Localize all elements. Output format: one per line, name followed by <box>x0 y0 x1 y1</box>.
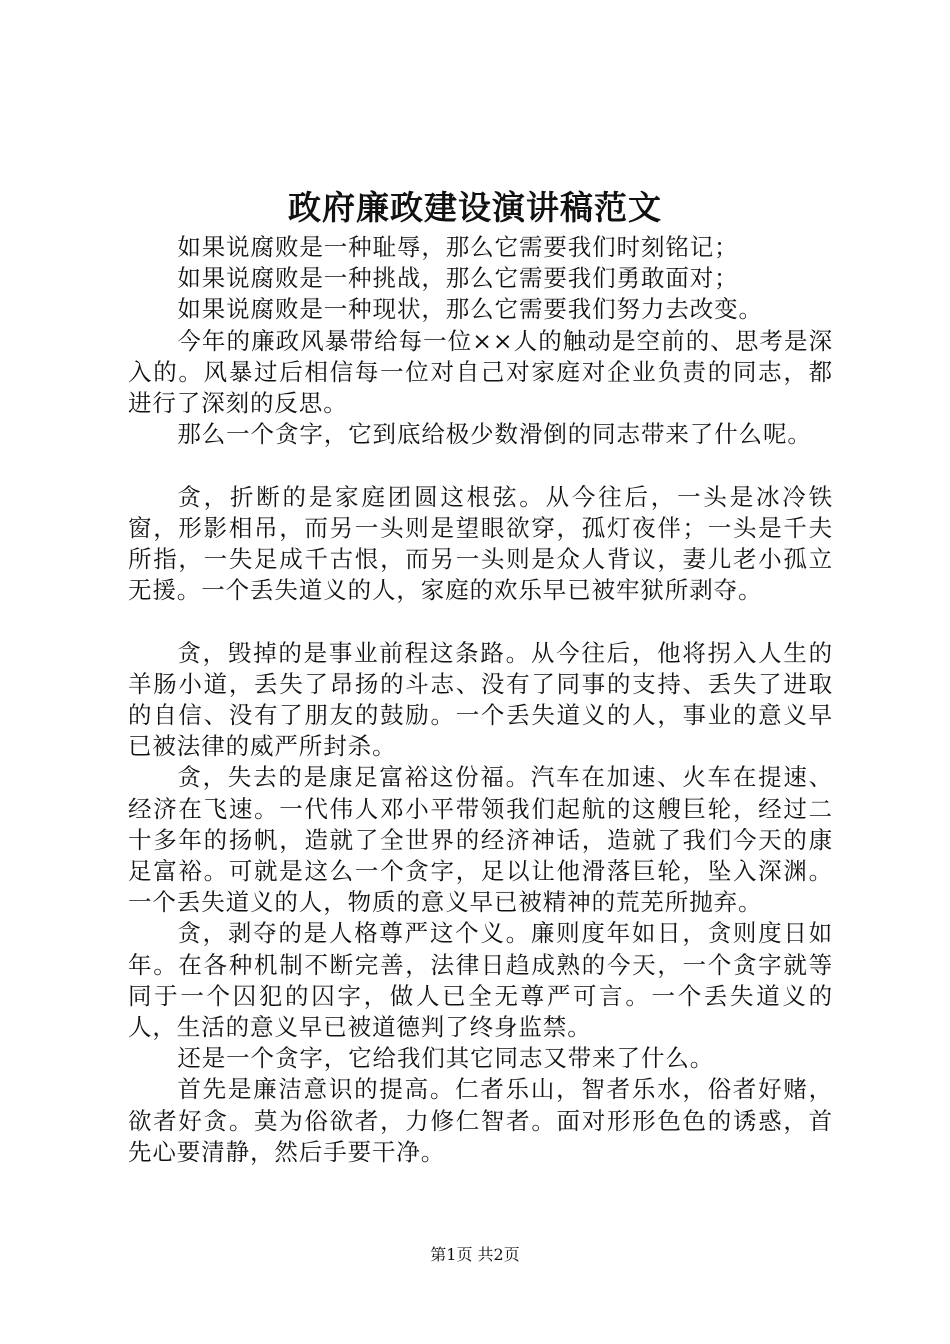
paragraph-others: 还是一个贪字，它给我们其它同志又带来了什么。 <box>177 1044 715 1073</box>
paragraph-reflection: 今年的廉政风暴带给每一位××人的触动是空前的、思考是深入的。风暴过后相信每一位对自己对家庭对企业负责的同志，都进行了深刻的反思。 <box>128 326 833 418</box>
paragraph-dignity: 贪，剥夺的是人格尊严这个义。廉则度年如日，贪则度日如年。在各种机制不断完善，法律日趋成熟的今天，一个贪字就等同于一个囚犯的囚字，做人已全无尊严可言。一个丢失道义的人，生活的意义早已被道德判了终身监禁。 <box>128 919 833 1042</box>
paragraph-intro-2: 如果说腐败是一种挑战，那么它需要我们勇敢面对； <box>177 264 739 293</box>
page-indicator: 第1页 共2页 <box>430 1245 520 1264</box>
paragraph-spacer <box>128 450 833 481</box>
paragraph-intro-1: 如果说腐败是一种耻辱，那么它需要我们时刻铭记； <box>177 233 739 261</box>
paragraph-integrity: 首先是廉洁意识的提高。仁者乐山，智者乐水，俗者好赌，欲者好贪。莫为俗欲者，力修仁智者。面对形形色色的诱惑，首先心要清静，然后手要干净。 <box>128 1075 833 1166</box>
paragraph-family: 贪，折断的是家庭团圆这根弦。从今往后，一头是冰冷铁窗，形影相吊，而另一头则是望眼欲穿，孤灯夜伴；一头是千夫所指，一失足成千古恨，而另一头则是众人背议，妻儿老小孤立无援。一个丢失道义的人，家庭的欢乐早已被牢狱所剥夺。 <box>128 482 833 605</box>
document-body <box>128 232 833 1168</box>
paragraph-career: 贪，毁掉的是事业前程这条路。从今往后，他将拐入人生的羊肠小道，丢失了昂扬的斗志、没有了同事的支持、丢失了进取的自信、没有了朋友的鼓励。一个丢失道义的人，事业的意义早已被法律的威严所封杀。 <box>128 638 833 761</box>
page-footer <box>0 1244 950 1266</box>
paragraph-question: 那么一个贪字，它到底给极少数滑倒的同志带来了什么呢。 <box>177 420 812 449</box>
document-title: 政府廉政建设演讲稿范文 <box>288 188 662 227</box>
paragraph-prosperity: 贪，失去的是康足富裕这份福。汽车在加速、火车在提速、经济在飞速。一代伟人邓小平带领我们起航的这艘巨轮，经过二十多年的扬帆，造就了全世界的经济神话，造就了我们今天的康足富裕。可就是这么一个贪字，足以让他滑落巨轮，坠入深渊。一个丢失道义的人，物质的意义早已被精神的荒芜所抛弃。 <box>128 763 833 917</box>
paragraph-spacer <box>128 606 833 637</box>
paragraph-intro-3: 如果说腐败是一种现状，那么它需要我们努力去改变。 <box>177 295 763 324</box>
